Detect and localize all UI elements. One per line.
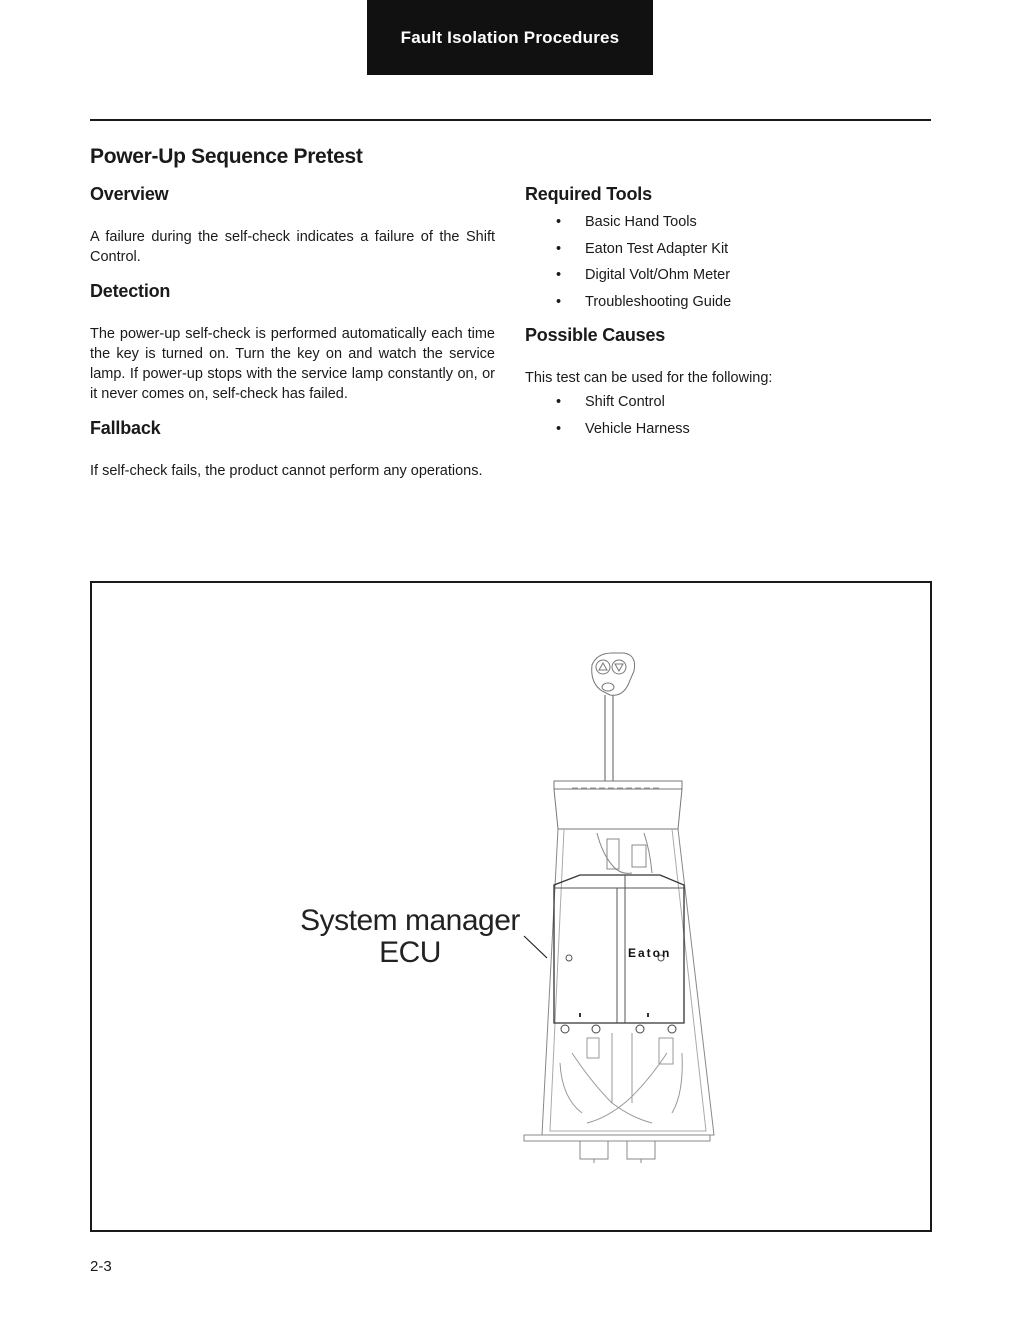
header-tab-label: Fault Isolation Procedures bbox=[400, 27, 620, 47]
shift-lever-knob bbox=[592, 653, 635, 695]
list-item: • Shift Control bbox=[525, 389, 930, 416]
bottom-connectors bbox=[580, 1141, 655, 1163]
detection-text: The power-up self-check is performed automatically each time the key is turned on. Turn the key on and watch the service lamp. If power-up stops with the service lamp constantly on, or it never comes on, self-check has failed. bbox=[90, 326, 495, 402]
possible-causes-list bbox=[525, 389, 930, 442]
callout-leader-line bbox=[524, 936, 547, 958]
overview-text: A failure during the self-check indicates a failure of the Shift Control. bbox=[90, 229, 495, 265]
header-tab bbox=[367, 0, 653, 75]
left-column bbox=[90, 184, 495, 481]
header-rule bbox=[90, 119, 931, 121]
callout-line-1: System manager bbox=[300, 904, 520, 937]
page-title: Power-Up Sequence Pretest bbox=[90, 145, 363, 168]
list-item: • Digital Volt/Ohm Meter bbox=[525, 262, 930, 289]
fallback-heading: Fallback bbox=[90, 418, 161, 438]
detection-heading: Detection bbox=[90, 281, 171, 301]
list-item: • Troubleshooting Guide bbox=[525, 289, 930, 316]
possible-causes-heading: Possible Causes bbox=[525, 325, 666, 345]
housing-body bbox=[524, 829, 714, 1141]
list-item: • Eaton Test Adapter Kit bbox=[525, 236, 930, 263]
required-tools-list bbox=[525, 209, 930, 315]
callout-line-2: ECU bbox=[379, 936, 441, 969]
lower-wiring-harness bbox=[560, 1033, 682, 1123]
list-item: • Vehicle Harness bbox=[525, 416, 930, 443]
fallback-text: If self-check fails, the product cannot perform any operations. bbox=[90, 463, 483, 479]
possible-causes-intro: This test can be used for the following: bbox=[525, 370, 773, 386]
housing-top-cap bbox=[554, 781, 682, 829]
required-tools-heading: Required Tools bbox=[525, 184, 652, 204]
figure-callout bbox=[300, 905, 520, 969]
list-item: • Basic Hand Tools bbox=[525, 209, 930, 236]
overview-heading: Overview bbox=[90, 184, 169, 204]
ecu-brand-label: Eaton bbox=[628, 946, 672, 960]
right-column bbox=[525, 184, 930, 442]
page-number: 2-3 bbox=[90, 1258, 112, 1275]
